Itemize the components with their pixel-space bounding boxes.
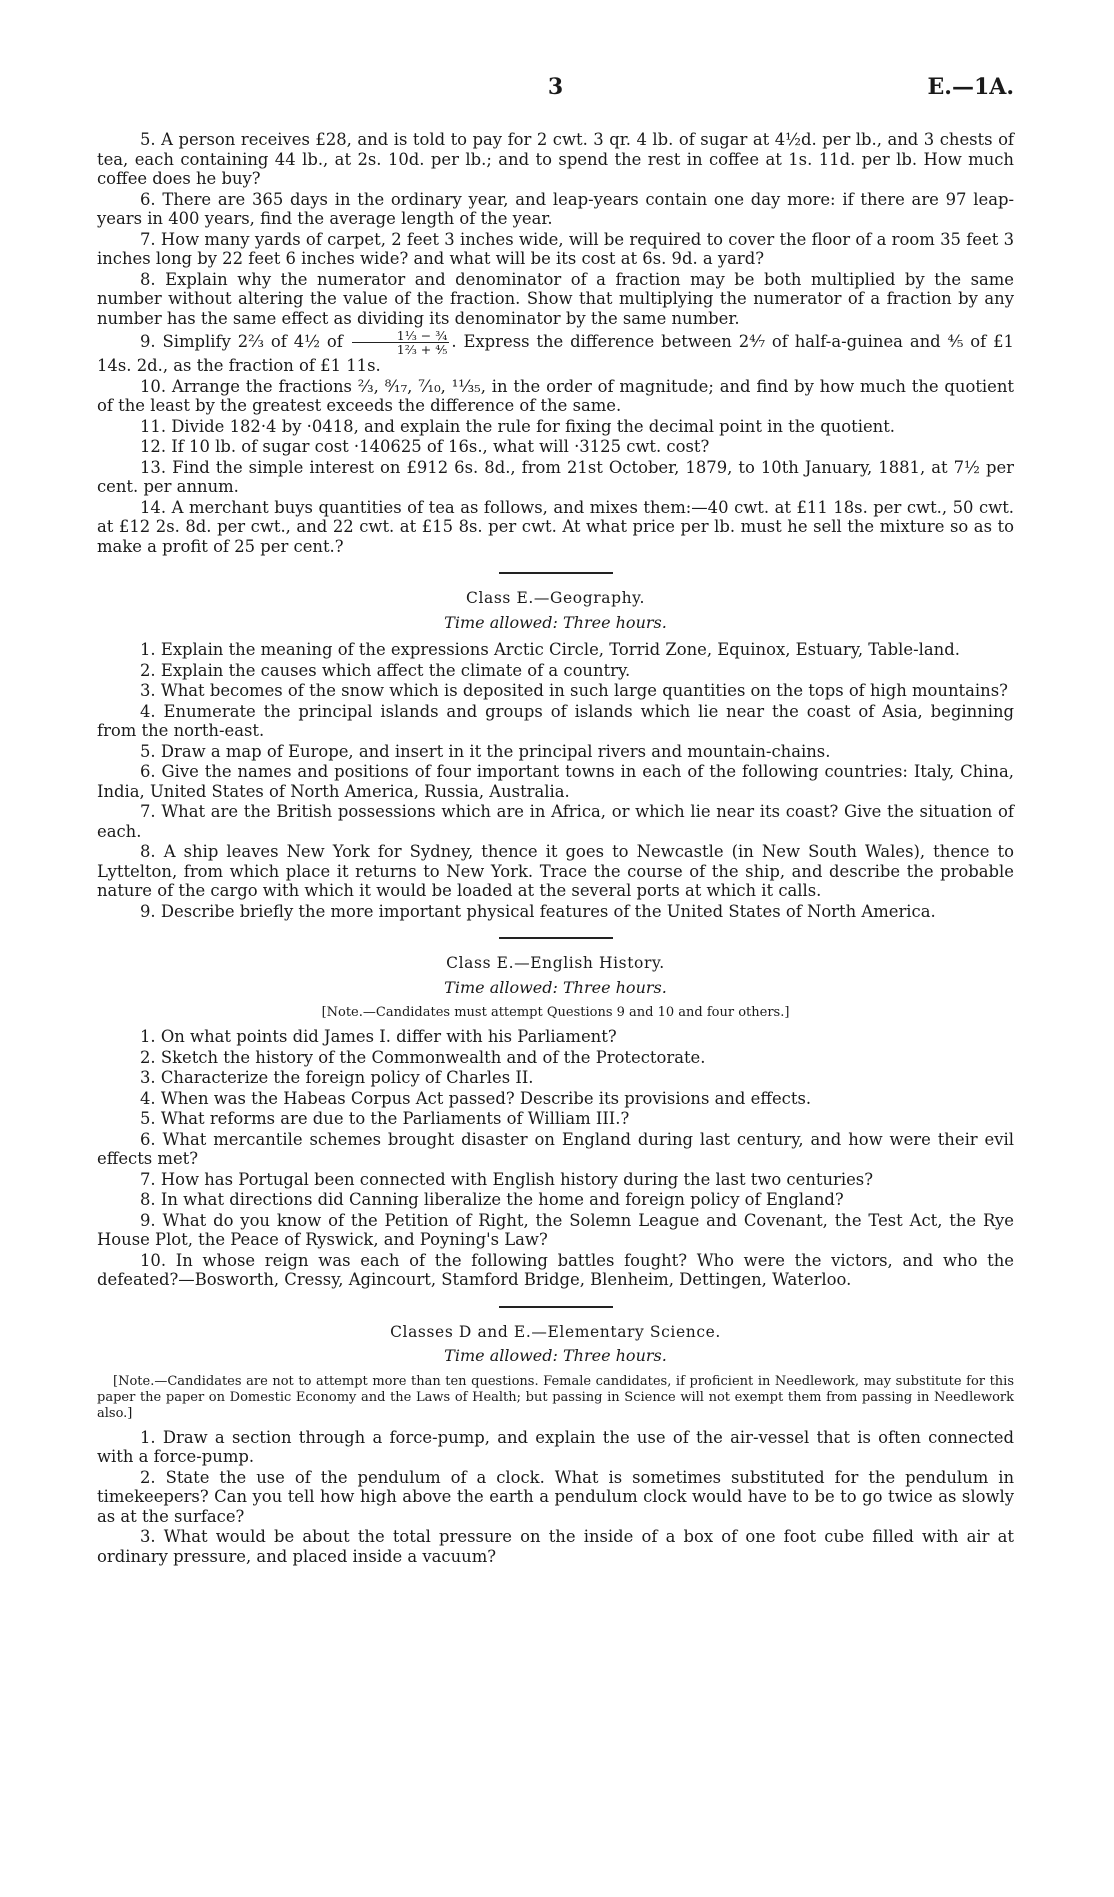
section-title: Class E.—Geography. <box>465 589 646 607</box>
question: 11. Divide 182·4 by ·0418, and explain the rule for fixing the decimal point in the quotient. <box>140 416 895 436</box>
question: 12. If 10 lb. of sugar cost ·140625 of 16s., what will ·3125 cwt. cost? <box>140 437 710 456</box>
section-title: Class E.—English History. <box>446 954 665 972</box>
question: 6. There are 365 days in the ordinary year, and leap-years contain one day more: if there are 97 leap-years in 400 years, find the average length of the year. <box>97 189 1014 228</box>
question: 13. Find the simple interest on £912 6s. 8d., from 21st October, 1879, to 10th January, 1881, at 7½ per cent. per annum. <box>97 457 1014 496</box>
question: 2. Explain the causes which affect the climate of a country. <box>140 660 631 680</box>
science-section <box>97 1323 1014 1567</box>
question: 4. When was the Habeas Corpus Act passed? Describe its provisions and effects. <box>140 1088 812 1108</box>
question: 8. Explain why the numerator and denominator of a fraction may be both multiplied by the same number without altering the value of the fraction. Show that multiplying the numerator of a fraction by any number has the same effect as dividing its denominator by the same number. <box>97 269 1014 328</box>
question: 10. In whose reign was each of the following battles fought? Who were the victors, and who the defeated?—Bosworth, Cressy, Agincourt, Stamford Bridge, Blenheim, Dettingen, Waterloo. <box>97 1250 1014 1289</box>
history-section <box>97 954 1014 1290</box>
section-note: [Note.—Candidates must attempt Questions 9 and 10 and four others.] <box>321 1005 790 1020</box>
question-lead: 9. Simplify 2⅔ of 4½ of <box>140 332 343 351</box>
question: 5. What reforms are due to the Parliaments of William III.? <box>140 1109 630 1128</box>
question-simplify <box>97 329 1014 376</box>
question: 1. On what points did James I. differ with his Parliament? <box>140 1027 617 1046</box>
page-body <box>97 130 1014 1566</box>
page-number: 3 <box>547 74 564 100</box>
arithmetic-section <box>97 130 1014 556</box>
question: 14. A merchant buys quantities of tea as follows, and mixes them:—40 cwt. at £11 18s. per cwt., 50 cwt. at £12 2s. 8d. per cwt., and 22 cwt. at £15 8s. per cwt. At what price per lb. must he sell the mixture so as to make a profit of 25 per cent.? <box>97 497 1014 556</box>
section-note: [Note.—Candidates are not to attempt more than ten questions. Female candidates, if proficient in Needlework, may substitute for this paper the paper on Domestic Economy and the Laws of Health; but passing in Science will not exempt them from passing in Needlework also.] <box>97 1373 1014 1421</box>
question: 8. A ship leaves New York for Sydney, thence it goes to Newcastle (in New South Wales), thence to Lyttelton, from which place it returns to New York. Trace the course of the ship, and describe the probable nature of the cargo with which it would be loaded at the several ports at which it calls. <box>97 842 1014 900</box>
question: 7. How has Portugal been connected with English history during the last two centuries? <box>140 1169 873 1189</box>
geography-section <box>97 589 1014 921</box>
document-reference: E.—1A. <box>927 74 1014 100</box>
fraction-numerator: 1⅓ − ¾ <box>352 329 450 343</box>
question: 8. In what directions did Canning liberalize the home and foreign policy of England? <box>140 1190 844 1209</box>
question: 2. Sketch the history of the Commonwealth and of the Protectorate. <box>140 1047 706 1067</box>
question: 7. What are the British possessions which are in Africa, or which lie near its coast? Give the situation of each. <box>97 802 1014 841</box>
question: 9. What do you know of the Petition of Right, the Solemn League and Covenant, the Test Act, the Rye House Plot, the Peace of Ryswick, and Poyning's Law? <box>97 1210 1014 1249</box>
section-title: Classes D and E.—Elementary Science. <box>390 1322 721 1341</box>
section-divider <box>499 1306 613 1308</box>
question: 6. What mercantile schemes brought disaster on England during last century, and how were their evil effects met? <box>97 1129 1014 1168</box>
question: 7. How many yards of carpet, 2 feet 3 inches wide, will be required to cover the floor of a room 35 feet 3 inches long by 22 feet 6 inches wide? and what will be its cost at 6s. 9d. a yard? <box>97 229 1014 268</box>
fraction-denominator: 1⅔ + ⅘ <box>396 342 448 357</box>
question: 5. Draw a map of Europe, and insert in it the principal rivers and mountain-chains. <box>140 741 831 761</box>
section-divider <box>499 572 613 574</box>
time-allowed: Time allowed: Three hours. <box>444 1346 667 1365</box>
section-divider <box>499 937 613 939</box>
question: 3. What becomes of the snow which is deposited in such large quantities on the tops of high mountains? <box>140 681 1008 700</box>
question: 1. Draw a section through a force-pump, and explain the use of the air-vessel that is often connected with a force-pump. <box>97 1427 1014 1466</box>
question: 9. Describe briefly the more important physical features of the United States of North America. <box>140 901 936 921</box>
question: 3. What would be about the total pressure on the inside of a box of one foot cube filled with air at ordinary pressure, and placed inside a vacuum? <box>97 1527 1014 1566</box>
question: 2. State the use of the pendulum of a clock. What is sometimes substituted for the pendulum in timekeepers? Can you tell how high above the earth a pendulum clock would have to be to go twice as slowly as at the surface? <box>97 1467 1014 1526</box>
question: 5. A person receives £28, and is told to pay for 2 cwt. 3 qr. 4 lb. of sugar at 4½d. per lb., and 3 chests of tea, each containing 44 lb., at 2s. 10d. per lb.; and to spend the rest in coffee at 1s. 11d. per lb. How much coffee does he buy? <box>97 130 1014 188</box>
time-allowed: Time allowed: Three hours. <box>444 612 667 632</box>
compound-fraction <box>352 329 450 356</box>
question: 10. Arrange the fractions ⅔, ⁸⁄₁₇, ⁷⁄₁₀, ¹¹⁄₃₅, in the order of magnitude; and find by how much the quotient of the least by the greatest exceeds the difference of the same. <box>97 376 1014 415</box>
question-rest: . Express the difference between 2⁴⁄₇ of half-a-guinea and ⁴⁄₅ of £1 14s. 2d., as the fraction of £1 11s. <box>97 332 1014 375</box>
question: 4. Enumerate the principal islands and groups of islands which lie near the coast of Asia, beginning from the north-east. <box>97 701 1014 740</box>
page-header <box>97 74 1014 104</box>
question: 3. Characterize the foreign policy of Charles II. <box>140 1068 534 1087</box>
time-allowed: Time allowed: Three hours. <box>444 977 667 997</box>
question: 6. Give the names and positions of four important towns in each of the following countries: Italy, China, India, United States of North America, Russia, Australia. <box>97 762 1014 801</box>
question: 1. Explain the meaning of the expressions Arctic Circle, Torrid Zone, Equinox, Estuary, Table-land. <box>140 640 960 659</box>
